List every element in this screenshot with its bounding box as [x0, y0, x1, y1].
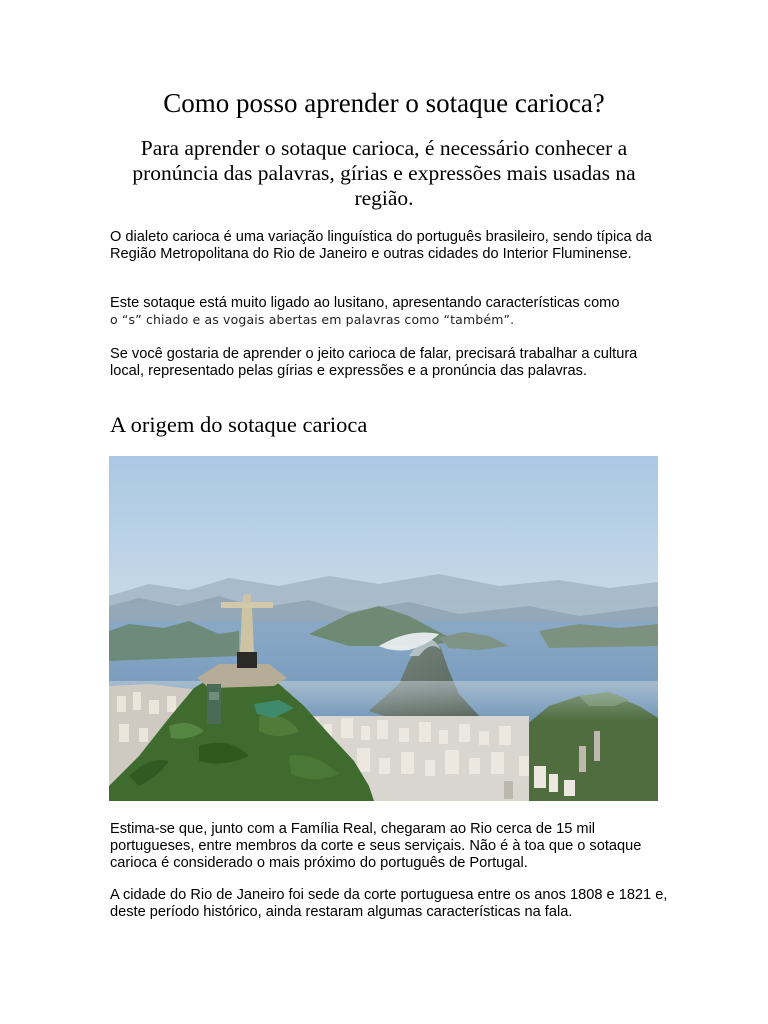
intro-paragraph-2-line-2: o “s” chiado e as vogais abertas em palavras como “também”.	[110, 311, 515, 327]
intro-paragraph-2-line-1: Este sotaque está muito ligado ao lusitano, apresentando características como	[110, 295, 620, 311]
page-subtitle: Para aprender o sotaque carioca, é necessário conhecer a pronúncia das palavras, gírias e expressões mais usadas na região.	[132, 136, 636, 210]
intro-paragraph-1: O dialeto carioca é uma variação linguística do português brasileiro, sendo típica da Região Metropolitana do Rio de Janeiro e outras cidades do Interior Fluminense.	[110, 229, 652, 262]
intro-paragraph-3: Se você gostaria de aprender o jeito carioca de falar, precisará trabalhar a cultura local, representado pelas gírias e expressões e a pronúncia das palavras.	[110, 346, 638, 379]
section-heading: A origem do sotaque carioca	[110, 412, 368, 437]
intro-paragraph-2	[110, 295, 670, 329]
rio-de-janeiro-photo	[109, 456, 658, 801]
page-title: Como posso aprender o sotaque carioca?	[163, 88, 605, 118]
section-paragraph-1: Estima-se que, junto com a Família Real, chegaram ao Rio cerca de 15 mil portugueses, entre membros da corte e seus serviçais. Não é à toa que o sotaque carioca é considerado o mais próximo do português de Portugal.	[110, 821, 642, 871]
section-paragraph-2: A cidade do Rio de Janeiro foi sede da corte portuguesa entre os anos 1808 e 1821 e, deste período histórico, ainda restaram algumas características na fala.	[110, 887, 668, 920]
